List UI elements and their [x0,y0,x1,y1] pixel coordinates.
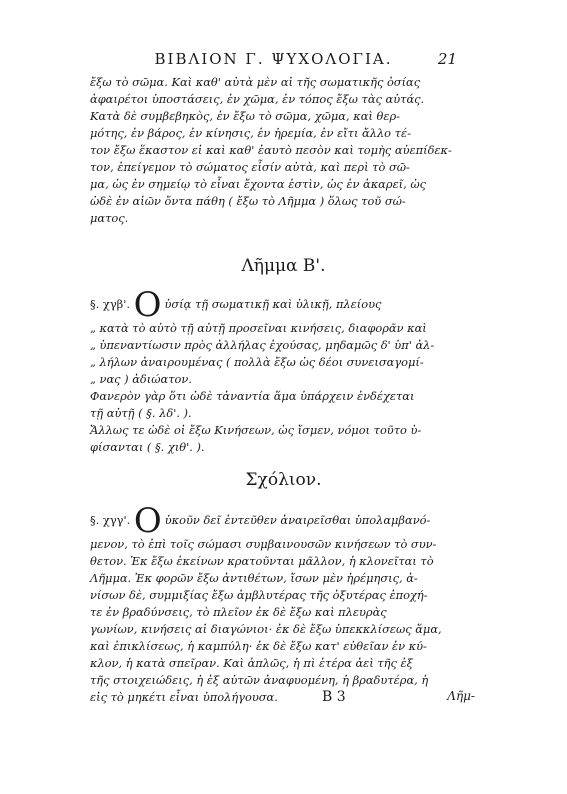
section-heading-scholium: Σχόλιον. [245,470,322,490]
drop-cap: Ο [133,501,162,541]
text-line: γωνίων, κινήσεις αἱ διαγώνιοι· ἐκ δὲ ἔξω ὑπεκκλίσεως ἅμα, [90,622,442,636]
text-line: τῆς στοιχειώδεις, ἡ ἐξ αὐτῶν ἀναφυομένη, ἡ βραδυτέρα, ἡ [90,673,429,687]
text-line: Ἄλλως τε ὡδὲ οἱ ἔξω Κινήσεων, ὡς ἴσμεν, νόμοι τοῦτο ὑ- [90,423,422,437]
text-line: μότης, ἐν βάρος, ἐν κίνησις, ἐν ἠρεμία, ἐν εἴτι ἄλλο τέ- [90,126,411,140]
text-line: ἔξω τὸ σῶμα. Καὶ καθ' αὐτὰ μὲν αἱ τῆς σωματικῆς ὀσίας [90,75,421,89]
paragraph-scholium [90,501,475,706]
paragraph-intro [90,74,475,227]
running-head: ΒΙΒΛΙΟΝ Γ. ΨΥΧΟΛΟΓΙΑ. [154,50,393,68]
text-line: ματος. [90,211,129,225]
first-line [90,501,475,541]
text-line: Λῆμμα. Ἐκ φορῶν ἔξω ἀντιθέτων, ἴσων μὲν ἠρέμησις, ἀ- [90,571,418,585]
text-line: τε ἐν βραδύνσεις, τὸ πλεῖον ἐκ δὲ ἔξω καὶ πλευρὰς [90,605,387,619]
first-line-text: ὐκοῦν δεῖ ἐντεῦθεν ἀναιρεῖσθαι ὑπολαμβανό- [164,513,431,527]
catchword: Λῆμ- [447,689,475,703]
page-number: 21 [437,50,457,68]
text-line: θετον. Ἐκ ἔξω ἐκείνων κρατοῦνται μᾶλλον, ἡ κλονεῖται τὸ [90,554,434,568]
text-line: καὶ ἐπικλίσεως, ἡ καμπύλη· ἐκ δὲ ἔξω κατ' εὐθεῖαν ἐν κύ- [90,639,427,653]
text-line: „ λήλων ἀναιρουμένας ( πολλὰ ἔξω ὡς δέοι συνεισαγομί- [90,355,424,369]
text-line: Φανερὸν γὰρ ὅτι ὡδὲ τἀναντία ἅμα ὑπάρχειν ἐνδέχεται [90,389,415,403]
paragraph-lemma [90,285,475,456]
section-heading-lemma: Λῆμμα Β'. [241,256,326,276]
drop-cap: Ο [133,285,162,325]
first-line-text: ὐσίᾳ τῇ σωματικῇ καὶ ὑλικῇ, πλείους [164,297,382,311]
text-line: τον, ἐπείγεμον τὸ σώματος εἶσίν αὐτὰ, καὶ περὶ τὸ σῶ- [90,160,410,174]
text-line: μα, ὡς ἐν σημείῳ τὸ εἶναι ἔχοντα ἐστὶν, ὡς ἐν ἀκαρεῖ, ὡς [90,177,427,191]
text-line: ὡδὲ ἐν αἰῶν ὄντα πάθη ( ἔξω τὸ Λῆμμα ) ὅλως τοῦ σώ- [90,194,406,208]
text-line: „ κατὰ τὸ αὐτὸ τῇ αὐτῇ προσεῖναι κινήσεις, διαφορᾶν καὶ [90,321,427,335]
text-line: „ νας ) ἀδιώατον. [90,372,192,386]
text-line: τῇ αὐτῇ ( §. λδ'. ). [90,406,192,420]
section-mark: §. χγγ'. [90,513,131,527]
text-line: εἰς τὸ μηκέτι εἶναι ὑπολήγουσα. [90,690,278,704]
signature-mark: B 3 [322,689,346,705]
text-line: μενον, τὸ ἐπὶ τοῖς σώμασι συμβαινουσῶν κινήσεων τὸ συν- [90,537,437,551]
text-line: „ ὑπεναντίωσιν πρὸς ἀλλήλας ἐχούσας, μηδαμῶς δ' ὑπ' ἀλ- [90,338,435,352]
section-mark: §. χγβ'. [90,297,130,311]
text-line: ἀφαιρέτοι ὑποστάσεις, ἐν χῶμα, ἐν τόπος ἔξω τὰς αὐτάς. [90,92,425,106]
text-line: τον ἔξω ἕκαστον εἰ καὶ καθ' ἑαυτὸ πεσὸν καὶ τομὴς αὐεπίδεκ- [90,143,452,157]
text-line: νίσων δὲ, συμμιξίας ἔξω ἀμβλυτέρας τῆς ὀξυτέρας ἐποχή- [90,588,428,602]
text-line: Κατὰ δὲ συμβεβηκὸς, ἐν ἔξω τὸ σῶμα, χῶμα, καὶ θερ- [90,109,400,123]
text-line: φίσανται ( §. χιθ'. ). [90,440,205,454]
text-line: κλον, ἡ κατὰ σπεῖραν. Καὶ ἁπλῶς, ἡ πὶ ἑτέρα ἀεὶ τῆς ἐξ [90,656,413,670]
first-line [90,285,475,325]
